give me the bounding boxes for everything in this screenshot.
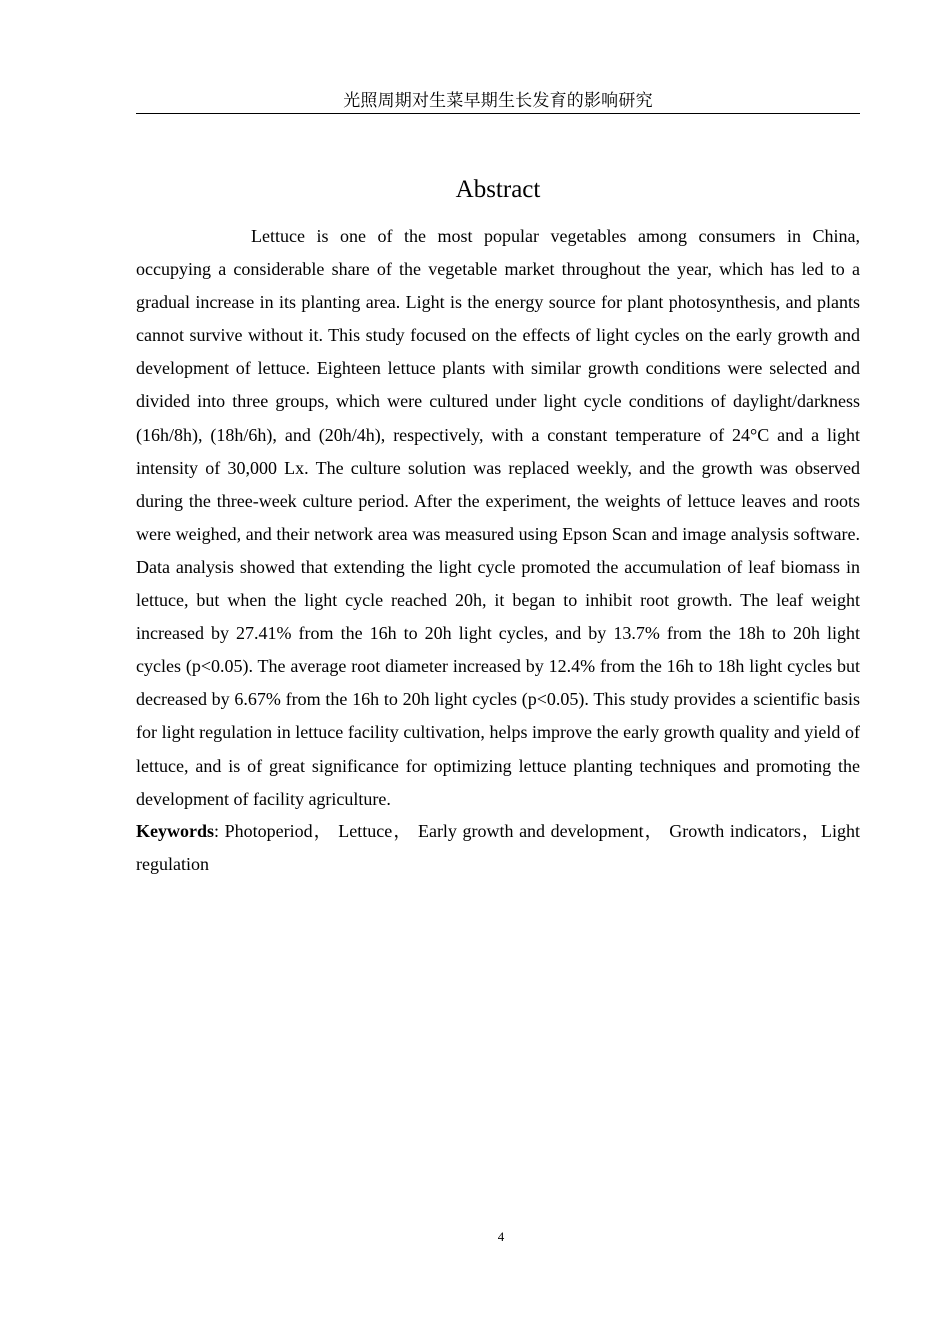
keywords-paragraph [136, 815, 860, 881]
running-header: 光照周期对生菜早期生长发育的影响研究 [136, 90, 860, 114]
page-number: 4 [497, 1229, 505, 1244]
keywords-label: Keywords [136, 821, 214, 841]
keywords-separator: : [214, 821, 225, 841]
abstract-title: Abstract [455, 176, 541, 203]
keywords-text: Photoperiod， Lettuce， Early growth and development， Growth indicators，Light regulation [136, 821, 860, 875]
abstract-body: Lettuce is one of the most popular vegetables among consumers in China, occupying a considerable share of the vegetable market throughout the year, which has led to a gradual increase in its planting area. Light is the energy source for plant photosynthesis, and plants cannot survive without it. This study focused on the effects of light cycles on the early growth and development of lettuce. Eighteen lettuce plants with similar growth conditions were selected and divided into three groups, which were cultured under light cycle conditions of daylight/darkness (16h/8h), (18h/6h), and (20h/4h), respectively, with a constant temperature of 24°C and a light intensity of 30,000 Lx. The culture solution was replaced weekly, and the growth was observed during the three-week culture period. After the experiment, the weights of lettuce leaves and roots were weighed, and their network area was measured using Epson Scan and image analysis software. Data analysis showed that extending the light cycle promoted the accumulation of leaf biomass in lettuce, but when the light cycle reached 20h, it began to inhibit root growth. The leaf weight increased by 27.41% from the 16h to 20h light cycles, and by 13.7% from the 18h to 20h light cycles (p<0.05). The average root diameter increased by 12.4% from the 16h to 18h light cycles but decreased by 6.67% from the 16h to 20h light cycles (p<0.05). This study provides a scientific basis for light regulation in lettuce facility cultivation, helps improve the early growth quality and yield of lettuce, and is of great significance for optimizing lettuce planting techniques and promoting the development of facility agriculture. [136, 226, 860, 809]
